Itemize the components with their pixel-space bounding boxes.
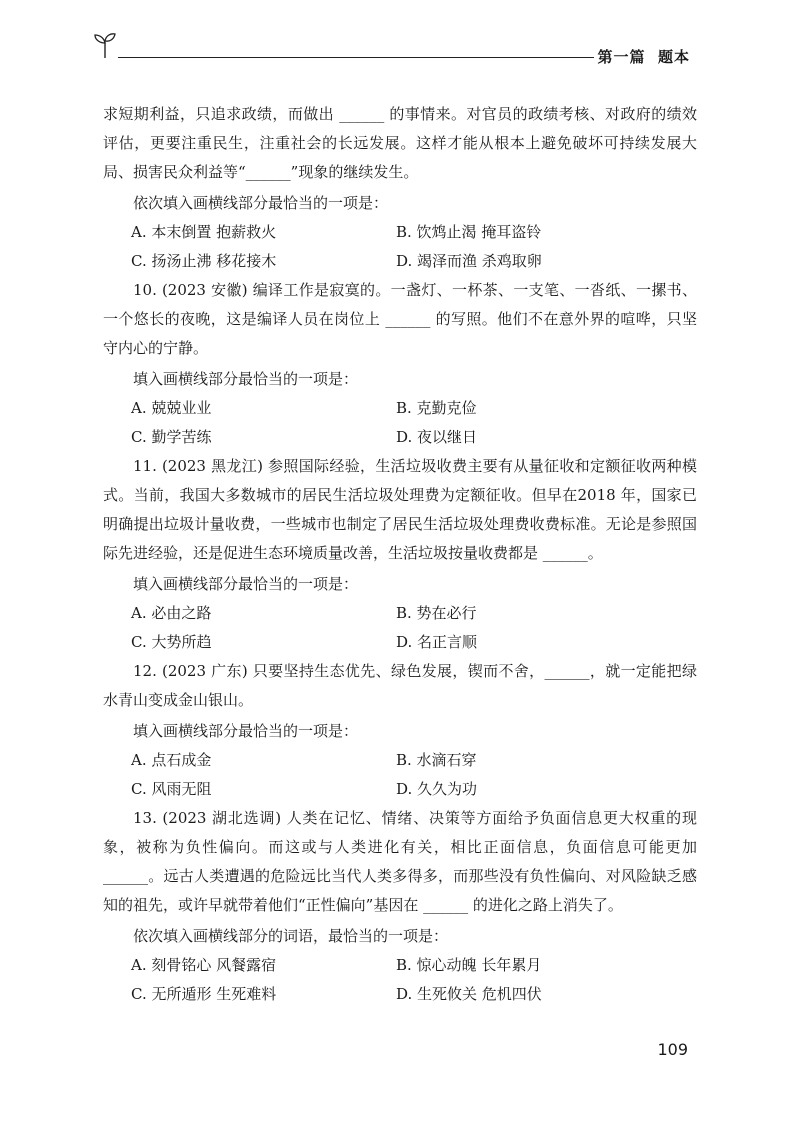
question-stem: 13. (2023 湖北选调) 人类在记忆、情绪、决策等方面给予负面信息更大权重的现象，被称为负性偏向。而这或与人类进化有关，相比正面信息，负面信息可能更加 ______。远古人类遭遇的危险远比当代人类多得多，而那些没有负性偏向、对风险缺乏感知的祖先，或许早就带着他们“正性偏向”基因在 ______ 的进化之路上消失了。 bbox=[103, 809, 697, 914]
question-text: 求短期利益，只追求政绩，而做出 ______ 的事情来。对官员的政绩考核、对政府的绩效评估，更要注重民生，注重社会的长远发展。这样才能从根本上避免破坏可持续发展大局、损害民众利益等“______”现象的继续发生。 bbox=[103, 105, 697, 181]
question-10 bbox=[103, 276, 697, 452]
option-b: B. 势在必行 bbox=[396, 604, 477, 622]
option-c: C. 风雨无阻 bbox=[131, 780, 212, 798]
option-a: A. 点石成金 bbox=[131, 751, 212, 769]
option-list bbox=[131, 218, 697, 276]
option-b: B. 饮鸩止渴 掩耳盗铃 bbox=[396, 223, 542, 241]
option-d: D. 生死攸关 危机四伏 bbox=[396, 985, 542, 1003]
option-c: C. 勤学苦练 bbox=[131, 428, 212, 446]
option-c: C. 大势所趋 bbox=[131, 633, 212, 651]
question-11 bbox=[103, 452, 697, 657]
question-prompt: 填入画横线部分最恰当的一项是： bbox=[133, 575, 359, 593]
option-d: D. 夜以继日 bbox=[396, 428, 478, 446]
option-list bbox=[131, 746, 697, 804]
option-d: D. 竭泽而渔 杀鸡取卵 bbox=[396, 252, 542, 270]
option-c: C. 扬汤止沸 移花接木 bbox=[131, 252, 277, 270]
section-title: 第一篇 题本 bbox=[597, 48, 690, 66]
page-number: 109 bbox=[657, 1040, 688, 1059]
option-c: C. 无所遁形 生死难料 bbox=[131, 985, 277, 1003]
option-b: B. 惊心动魄 长年累月 bbox=[396, 956, 542, 974]
question-stem: 12. (2023 广东) 只要坚持生态优先、绿色发展，锲而不舍，______，就一定能把绿水青山变成金山银山。 bbox=[103, 662, 697, 709]
option-b: B. 克勤克俭 bbox=[396, 399, 477, 417]
question-prompt: 依次填入画横线部分最恰当的一项是： bbox=[133, 194, 389, 212]
question-12 bbox=[103, 657, 697, 804]
option-a: A. 本末倒置 抱薪救火 bbox=[131, 223, 277, 241]
option-a: A. 必由之路 bbox=[131, 604, 212, 622]
option-d: D. 名正言顺 bbox=[396, 633, 478, 651]
header-rule bbox=[118, 57, 594, 58]
option-a: A. 刻骨铭心 风餐露宿 bbox=[131, 956, 277, 974]
page-header bbox=[92, 30, 702, 66]
option-a: A. 兢兢业业 bbox=[131, 399, 212, 417]
question-prompt: 填入画横线部分最恰当的一项是： bbox=[133, 370, 359, 388]
option-list bbox=[131, 599, 697, 657]
question-prompt: 填入画横线部分最恰当的一项是： bbox=[133, 722, 359, 740]
sprout-icon bbox=[92, 30, 118, 64]
question-stem: 10. (2023 安徽) 编译工作是寂寞的。一盏灯、一杯茶、一支笔、一沓纸、一摞书、一个悠长的夜晚，这是编译人员在岗位上 ______ 的写照。他们不在意外界的喧哗，只坚守内心的宁静。 bbox=[103, 281, 697, 357]
question-continuation bbox=[103, 100, 697, 276]
question-13 bbox=[103, 804, 697, 1009]
question-stem: 11. (2023 黑龙江) 参照国际经验，生活垃圾收费主要有从量征收和定额征收两种模式。当前，我国大多数城市的居民生活垃圾处理费为定额征收。但早在2018 年，国家已明确提出垃圾计量收费，一些城市也制定了居民生活垃圾处理费收费标准。无论是参照国际先进经验，还是促进生态环境质量改善，生活垃圾按量收费都是 ______。 bbox=[103, 457, 697, 562]
option-list bbox=[131, 951, 697, 1009]
option-b: B. 水滴石穿 bbox=[396, 751, 477, 769]
option-list bbox=[131, 394, 697, 452]
option-d: D. 久久为功 bbox=[396, 780, 478, 798]
question-prompt: 依次填入画横线部分的词语，最恰当的一项是： bbox=[133, 927, 449, 945]
page-body bbox=[103, 100, 697, 1009]
